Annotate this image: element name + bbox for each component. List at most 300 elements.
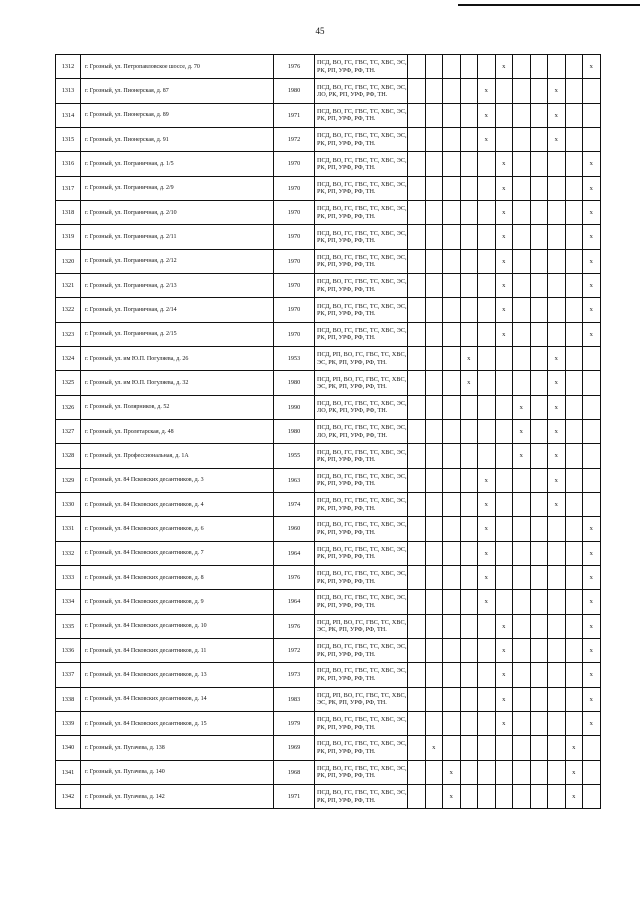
address-cell: г. Грозный, ул. Пугачева, д. 140 — [81, 760, 274, 784]
mark-x: x — [495, 298, 513, 322]
mark-cell — [408, 687, 426, 711]
mark-cell — [460, 273, 478, 297]
mark-cell — [460, 711, 478, 735]
mark-cell — [425, 200, 443, 224]
mark-cell — [425, 638, 443, 662]
mark-cell — [460, 79, 478, 103]
mark-x: x — [478, 468, 496, 492]
mark-cell — [425, 687, 443, 711]
row-number-cell: 1337 — [56, 663, 81, 687]
mark-x: x — [495, 614, 513, 638]
address-cell: г. Грозный, ул. Пугачева, д. 142 — [81, 784, 274, 808]
works-list-cell: ПСД, ВО, ГС, ГВС, ТС, ХВС, ЭС, РК, РП, УРФ, РФ, ТН. — [315, 784, 408, 808]
mark-cell — [460, 152, 478, 176]
mark-cell — [495, 590, 513, 614]
mark-x: x — [583, 176, 601, 200]
mark-cell — [530, 736, 548, 760]
mark-x: x — [583, 590, 601, 614]
mark-x: x — [478, 492, 496, 516]
year-cell: 1971 — [274, 784, 315, 808]
year-cell: 1970 — [274, 249, 315, 273]
row-number-cell: 1315 — [56, 127, 81, 151]
mark-x: x — [513, 444, 531, 468]
year-cell: 1970 — [274, 225, 315, 249]
mark-cell — [513, 225, 531, 249]
address-cell: г. Грозный, ул. Петропавловское шоссе, д. 70 — [81, 55, 274, 79]
mark-x: x — [478, 517, 496, 541]
mark-cell — [530, 249, 548, 273]
table-row — [56, 736, 601, 760]
mark-cell — [460, 590, 478, 614]
mark-cell — [443, 663, 461, 687]
mark-cell — [478, 711, 496, 735]
mark-cell — [530, 127, 548, 151]
mark-cell — [565, 127, 583, 151]
page-number: 45 — [315, 26, 325, 36]
mark-cell — [425, 273, 443, 297]
mark-x: x — [565, 736, 583, 760]
mark-cell — [408, 468, 426, 492]
mark-cell — [443, 590, 461, 614]
table-row — [56, 152, 601, 176]
year-cell: 1970 — [274, 322, 315, 346]
row-number-cell: 1338 — [56, 687, 81, 711]
mark-cell — [425, 152, 443, 176]
works-list-cell: ПСД, ВО, ГС, ГВС, ТС, ХВС, ЭС, РК, РП, УРФ, РФ, ТН. — [315, 103, 408, 127]
mark-cell — [478, 663, 496, 687]
mark-cell — [513, 79, 531, 103]
mark-x: x — [565, 784, 583, 808]
mark-cell — [495, 444, 513, 468]
mark-cell — [425, 468, 443, 492]
works-list-cell: ПСД, ВО, ГС, ГВС, ТС, ХВС, ЭС, ЛО, РК, РП, УРФ, РФ, ТН. — [315, 79, 408, 103]
table-row — [56, 395, 601, 419]
address-cell: г. Грозный, ул. Пограничная, д. 2/10 — [81, 200, 274, 224]
row-number-cell: 1340 — [56, 736, 81, 760]
mark-cell — [460, 225, 478, 249]
table-row — [56, 371, 601, 395]
mark-cell — [460, 200, 478, 224]
mark-cell — [513, 492, 531, 516]
year-cell: 1972 — [274, 127, 315, 151]
year-cell: 1980 — [274, 79, 315, 103]
row-number-cell: 1313 — [56, 79, 81, 103]
mark-cell — [478, 55, 496, 79]
address-cell: г. Грозный, ул. 84 Псковских десантников, д. 13 — [81, 663, 274, 687]
mark-cell — [565, 273, 583, 297]
mark-cell — [565, 79, 583, 103]
mark-cell — [408, 565, 426, 589]
row-number-cell: 1314 — [56, 103, 81, 127]
mark-cell — [530, 371, 548, 395]
mark-x: x — [583, 298, 601, 322]
mark-x: x — [425, 736, 443, 760]
works-list-cell: ПСД, ВО, ГС, ГВС, ТС, ХВС, ЭС, РК, РП, УРФ, РФ, ТН. — [315, 225, 408, 249]
year-cell: 1968 — [274, 760, 315, 784]
address-cell: г. Грозный, ул. 84 Псковских десантников, д. 9 — [81, 590, 274, 614]
mark-cell — [565, 55, 583, 79]
mark-cell — [548, 736, 566, 760]
mark-cell — [443, 55, 461, 79]
mark-cell — [495, 736, 513, 760]
mark-x: x — [583, 541, 601, 565]
mark-cell — [530, 638, 548, 662]
year-cell: 1980 — [274, 371, 315, 395]
mark-x: x — [460, 371, 478, 395]
table-row — [56, 614, 601, 638]
mark-cell — [513, 784, 531, 808]
mark-x: x — [548, 346, 566, 370]
works-list-cell: ПСД, ВО, ГС, ГВС, ТС, ХВС, ЭС, РК, РП, УРФ, РФ, ТН. — [315, 152, 408, 176]
mark-cell — [443, 517, 461, 541]
mark-cell — [530, 200, 548, 224]
mark-cell — [548, 784, 566, 808]
address-cell: г. Грозный, ул. Полярников, д. 52 — [81, 395, 274, 419]
mark-x: x — [548, 444, 566, 468]
mark-cell — [548, 638, 566, 662]
mark-x: x — [495, 711, 513, 735]
mark-cell — [460, 419, 478, 443]
row-number-cell: 1321 — [56, 273, 81, 297]
mark-cell — [443, 225, 461, 249]
mark-cell — [460, 565, 478, 589]
mark-cell — [495, 517, 513, 541]
mark-cell — [443, 152, 461, 176]
mark-cell — [460, 444, 478, 468]
year-cell: 1970 — [274, 298, 315, 322]
row-number-cell: 1334 — [56, 590, 81, 614]
mark-cell — [425, 565, 443, 589]
mark-cell — [408, 419, 426, 443]
building-register-table — [55, 54, 601, 809]
table-row — [56, 176, 601, 200]
mark-cell — [478, 395, 496, 419]
row-number-cell: 1323 — [56, 322, 81, 346]
mark-cell — [565, 492, 583, 516]
address-cell: г. Грозный, ул. им Ю.П. Погуляева, д. 32 — [81, 371, 274, 395]
mark-cell — [530, 273, 548, 297]
mark-cell — [530, 79, 548, 103]
mark-cell — [408, 492, 426, 516]
mark-cell — [425, 614, 443, 638]
mark-x: x — [495, 273, 513, 297]
mark-cell — [565, 468, 583, 492]
mark-cell — [530, 492, 548, 516]
mark-cell — [565, 590, 583, 614]
mark-x: x — [583, 517, 601, 541]
mark-cell — [408, 760, 426, 784]
mark-cell — [495, 103, 513, 127]
mark-cell — [495, 760, 513, 784]
address-cell: г. Грозный, ул. 84 Псковских десантников, д. 11 — [81, 638, 274, 662]
works-list-cell: ПСД, РП, ВО, ГС, ГВС, ТС, ХВС, ЭС, РК, РП, УРФ, РФ, ТН. — [315, 371, 408, 395]
mark-cell — [565, 346, 583, 370]
mark-cell — [565, 419, 583, 443]
mark-cell — [565, 444, 583, 468]
year-cell: 1970 — [274, 152, 315, 176]
mark-cell — [460, 322, 478, 346]
mark-cell — [425, 444, 443, 468]
mark-cell — [425, 298, 443, 322]
mark-cell — [478, 687, 496, 711]
mark-cell — [443, 711, 461, 735]
mark-cell — [425, 517, 443, 541]
works-list-cell: ПСД, ВО, ГС, ГВС, ТС, ХВС, ЭС, РК, РП, УРФ, РФ, ТН. — [315, 55, 408, 79]
mark-cell — [530, 152, 548, 176]
works-list-cell: ПСД, ВО, ГС, ГВС, ТС, ХВС, ЭС, РК, РП, УРФ, РФ, ТН. — [315, 565, 408, 589]
mark-cell — [513, 736, 531, 760]
row-number-cell: 1322 — [56, 298, 81, 322]
mark-cell — [408, 638, 426, 662]
mark-cell — [460, 663, 478, 687]
mark-cell — [530, 395, 548, 419]
mark-cell — [513, 711, 531, 735]
row-number-cell: 1325 — [56, 371, 81, 395]
mark-x: x — [548, 79, 566, 103]
mark-x: x — [583, 638, 601, 662]
mark-cell — [583, 492, 601, 516]
mark-x: x — [583, 614, 601, 638]
mark-x: x — [513, 419, 531, 443]
mark-cell — [478, 346, 496, 370]
mark-cell — [478, 444, 496, 468]
address-cell: г. Грозный, ул. 84 Псковских десантников, д. 3 — [81, 468, 274, 492]
mark-cell — [513, 371, 531, 395]
mark-cell — [548, 273, 566, 297]
table-row — [56, 127, 601, 151]
mark-cell — [530, 55, 548, 79]
mark-cell — [530, 711, 548, 735]
mark-cell — [478, 736, 496, 760]
mark-cell — [513, 687, 531, 711]
works-list-cell: ПСД, РП, ВО, ГС, ГВС, ТС, ХВС, ЭС, РК, РП, УРФ, РФ, ТН. — [315, 346, 408, 370]
mark-cell — [513, 152, 531, 176]
mark-cell — [548, 711, 566, 735]
mark-cell — [548, 249, 566, 273]
address-cell: г. Грозный, ул. Пионерская, д. 87 — [81, 79, 274, 103]
mark-cell — [548, 663, 566, 687]
works-list-cell: ПСД, ВО, ГС, ГВС, ТС, ХВС, ЭС, РК, РП, УРФ, РФ, ТН. — [315, 590, 408, 614]
year-cell: 1972 — [274, 638, 315, 662]
mark-cell — [443, 444, 461, 468]
table-row — [56, 784, 601, 808]
mark-cell — [408, 298, 426, 322]
mark-cell — [408, 590, 426, 614]
mark-x: x — [583, 200, 601, 224]
mark-cell — [548, 55, 566, 79]
mark-cell — [425, 711, 443, 735]
mark-x: x — [478, 590, 496, 614]
table-row — [56, 346, 601, 370]
mark-cell — [460, 55, 478, 79]
mark-cell — [513, 322, 531, 346]
address-cell: г. Грозный, ул. Пограничная, д. 2/14 — [81, 298, 274, 322]
mark-cell — [530, 298, 548, 322]
mark-cell — [530, 590, 548, 614]
mark-cell — [513, 273, 531, 297]
works-list-cell: ПСД, ВО, ГС, ГВС, ТС, ХВС, ЭС, РК, РП, УРФ, РФ, ТН. — [315, 492, 408, 516]
table-row — [56, 492, 601, 516]
year-cell: 1980 — [274, 419, 315, 443]
mark-cell — [460, 517, 478, 541]
mark-cell — [530, 614, 548, 638]
mark-cell — [408, 176, 426, 200]
address-cell: г. Грозный, ул. 84 Псковских десантников, д. 4 — [81, 492, 274, 516]
address-cell: г. Грозный, ул. Пролетарская, д. 48 — [81, 419, 274, 443]
mark-cell — [513, 663, 531, 687]
works-list-cell: ПСД, ВО, ГС, ГВС, ТС, ХВС, ЭС, ЛО, РК, РП, УРФ, РФ, ТН. — [315, 395, 408, 419]
mark-x: x — [548, 103, 566, 127]
mark-cell — [548, 760, 566, 784]
mark-x: x — [583, 152, 601, 176]
mark-cell — [460, 468, 478, 492]
year-cell: 1983 — [274, 687, 315, 711]
mark-cell — [460, 103, 478, 127]
mark-cell — [443, 565, 461, 589]
mark-cell — [583, 736, 601, 760]
address-cell: г. Грозный, ул. 84 Псковских десантников, д. 8 — [81, 565, 274, 589]
mark-cell — [460, 760, 478, 784]
table-row — [56, 590, 601, 614]
row-number-cell: 1342 — [56, 784, 81, 808]
mark-cell — [565, 152, 583, 176]
mark-cell — [513, 541, 531, 565]
works-list-cell: ПСД, ВО, ГС, ГВС, ТС, ХВС, ЭС, РК, РП, УРФ, РФ, ТН. — [315, 736, 408, 760]
mark-cell — [530, 419, 548, 443]
works-list-cell: ПСД, ВО, ГС, ГВС, ТС, ХВС, ЭС, РК, РП, УРФ, РФ, ТН. — [315, 273, 408, 297]
mark-x: x — [478, 541, 496, 565]
table-row — [56, 687, 601, 711]
year-cell: 1955 — [274, 444, 315, 468]
table-row — [56, 468, 601, 492]
mark-cell — [478, 614, 496, 638]
table-row — [56, 638, 601, 662]
row-number-cell: 1320 — [56, 249, 81, 273]
mark-cell — [530, 468, 548, 492]
mark-x: x — [495, 322, 513, 346]
mark-cell — [478, 760, 496, 784]
row-number-cell: 1341 — [56, 760, 81, 784]
mark-cell — [548, 590, 566, 614]
year-cell: 1969 — [274, 736, 315, 760]
mark-x: x — [478, 565, 496, 589]
works-list-cell: ПСД, ВО, ГС, ГВС, ТС, ХВС, ЭС, РК, РП, УРФ, РФ, ТН. — [315, 760, 408, 784]
mark-cell — [495, 565, 513, 589]
mark-x: x — [443, 760, 461, 784]
year-cell: 1976 — [274, 614, 315, 638]
mark-cell — [443, 322, 461, 346]
mark-x: x — [583, 322, 601, 346]
mark-cell — [530, 346, 548, 370]
works-list-cell: ПСД, ВО, ГС, ГВС, ТС, ХВС, ЭС, РК, РП, УРФ, РФ, ТН. — [315, 444, 408, 468]
row-number-cell: 1316 — [56, 152, 81, 176]
mark-cell — [565, 225, 583, 249]
mark-cell — [460, 249, 478, 273]
mark-x: x — [513, 395, 531, 419]
year-cell: 1960 — [274, 517, 315, 541]
mark-x: x — [583, 55, 601, 79]
mark-cell — [513, 565, 531, 589]
address-cell: г. Грозный, ул. Профессиональная, д. 1А — [81, 444, 274, 468]
mark-cell — [443, 687, 461, 711]
mark-cell — [408, 225, 426, 249]
mark-cell — [530, 103, 548, 127]
mark-cell — [443, 395, 461, 419]
mark-cell — [425, 225, 443, 249]
mark-cell — [460, 492, 478, 516]
mark-x: x — [583, 249, 601, 273]
mark-cell — [408, 103, 426, 127]
mark-cell — [478, 419, 496, 443]
mark-cell — [548, 152, 566, 176]
address-cell: г. Грозный, ул. Пограничная, д. 2/9 — [81, 176, 274, 200]
mark-cell — [408, 152, 426, 176]
mark-cell — [495, 79, 513, 103]
mark-cell — [513, 346, 531, 370]
mark-x: x — [495, 152, 513, 176]
mark-x: x — [548, 395, 566, 419]
year-cell: 1971 — [274, 103, 315, 127]
row-number-cell: 1319 — [56, 225, 81, 249]
row-number-cell: 1324 — [56, 346, 81, 370]
mark-cell — [530, 784, 548, 808]
header-rule — [458, 4, 640, 6]
mark-cell — [443, 79, 461, 103]
mark-cell — [565, 541, 583, 565]
mark-x: x — [548, 127, 566, 151]
mark-cell — [548, 200, 566, 224]
mark-cell — [495, 468, 513, 492]
mark-x: x — [495, 638, 513, 662]
mark-cell — [425, 784, 443, 808]
mark-cell — [460, 298, 478, 322]
works-list-cell: ПСД, ВО, ГС, ГВС, ТС, ХВС, ЭС, РК, РП, УРФ, РФ, ТН. — [315, 663, 408, 687]
address-cell: г. Грозный, ул. Пограничная, д. 2/15 — [81, 322, 274, 346]
mark-cell — [425, 176, 443, 200]
year-cell: 1970 — [274, 200, 315, 224]
mark-cell — [565, 638, 583, 662]
mark-cell — [460, 127, 478, 151]
mark-cell — [478, 249, 496, 273]
mark-cell — [460, 395, 478, 419]
mark-cell — [443, 492, 461, 516]
mark-cell — [583, 346, 601, 370]
mark-cell — [565, 176, 583, 200]
mark-cell — [495, 346, 513, 370]
mark-cell — [583, 79, 601, 103]
table-row — [56, 322, 601, 346]
mark-cell — [530, 565, 548, 589]
mark-cell — [495, 127, 513, 151]
works-list-cell: ПСД, РП, ВО, ГС, ГВС, ТС, ХВС, ЭС, РК, РП, УРФ, РФ, ТН. — [315, 687, 408, 711]
mark-cell — [425, 760, 443, 784]
row-number-cell: 1328 — [56, 444, 81, 468]
row-number-cell: 1317 — [56, 176, 81, 200]
mark-cell — [425, 492, 443, 516]
mark-x: x — [478, 79, 496, 103]
table-row — [56, 760, 601, 784]
mark-cell — [548, 225, 566, 249]
mark-cell — [478, 152, 496, 176]
mark-cell — [530, 541, 548, 565]
table-row — [56, 565, 601, 589]
mark-cell — [425, 127, 443, 151]
mark-cell — [565, 371, 583, 395]
mark-cell — [408, 322, 426, 346]
row-number-cell: 1330 — [56, 492, 81, 516]
year-cell: 1970 — [274, 176, 315, 200]
works-list-cell: ПСД, ВО, ГС, ГВС, ТС, ХВС, ЭС, РК, РП, УРФ, РФ, ТН. — [315, 468, 408, 492]
